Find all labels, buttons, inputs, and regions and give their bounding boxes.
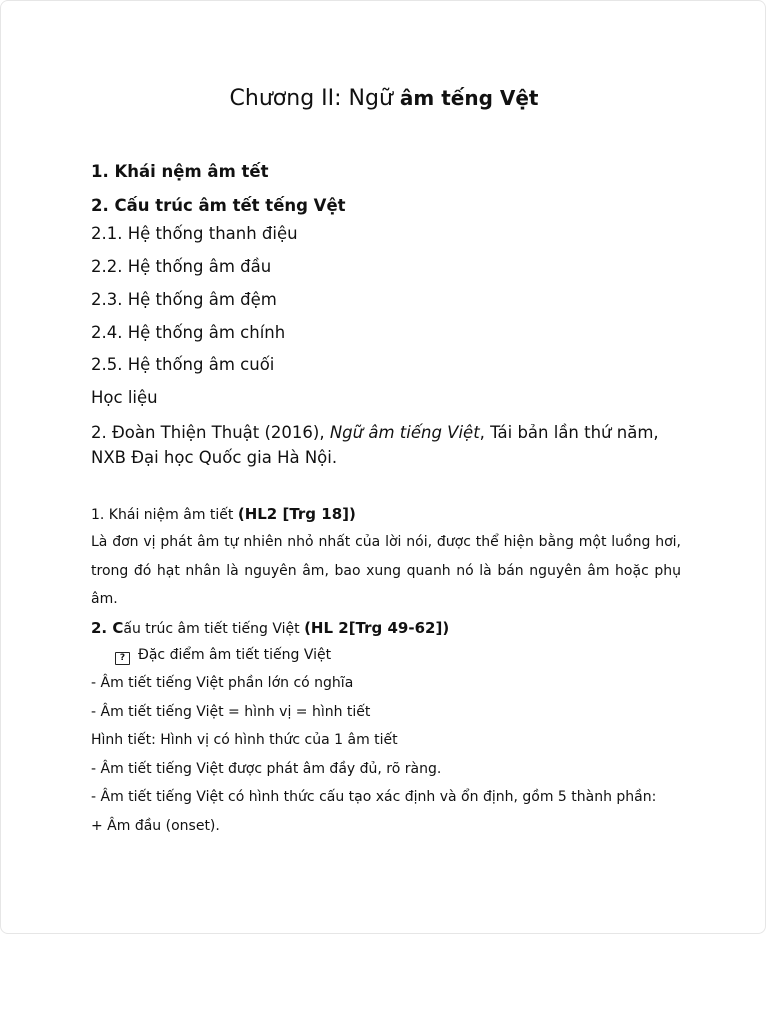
reference-suffix: , Tái bản lần thứ năm, [479, 423, 659, 442]
toc-item: 2.4. Hệ thống âm chính [91, 323, 286, 342]
reference-publisher: NXB Đại học Quốc gia Hà Nội. [91, 448, 338, 467]
section2-line: - Âm tiết tiếng Việt phần lớn có nghĩa [91, 675, 354, 691]
toc-item: 2.1. Hệ thống thanh điệu [91, 224, 298, 243]
section2-line: + Âm đầu (onset). [91, 818, 220, 834]
reference-title: Ngữ âm tiếng Việt [329, 423, 480, 442]
section2-bullet-text: Đặc điểm âm tiết tiếng Việt [138, 647, 332, 663]
section2-line: - Âm tiết tiếng Việt có hình thức cấu tạo xác định và ổn định, gồm 5 thành phần: [91, 789, 657, 805]
section2-line: Hình tiết: Hình vị có hình thức của 1 âm tiết [91, 732, 398, 748]
section2-line: - Âm tiết tiếng Việt = hình vị = hình tiết [91, 704, 371, 720]
page-title [0, 86, 768, 111]
toc-item: 2.5. Hệ thống âm cuối [91, 355, 275, 374]
section1-heading [91, 505, 356, 523]
section1-heading-text: 1. Khái niệm âm tiết [91, 507, 238, 523]
section2-heading-ref: (HL 2[Trg 49-62]) [304, 619, 450, 637]
missing-glyph-icon: ? [115, 652, 130, 665]
materials-label: Học liệu [91, 388, 158, 407]
section1-paragraph: Là đơn vị phát âm tự nhiên nhỏ nhất của lời nói, được thể hiện bằng một luồng hơi, trong đó hạt nhân là nguyên âm, bao xung quanh nó là bán nguyên âm hoặc phụ âm. [91, 534, 681, 607]
toc-item: 2.3. Hệ thống âm đệm [91, 290, 277, 309]
section2-heading [91, 619, 449, 637]
page-title-bold: âm tếng Vệt [399, 86, 539, 110]
section2-heading-num: 2. C [91, 619, 124, 637]
section2-bullet [115, 647, 331, 665]
page-title-main: Chương II: Ngữ [229, 86, 393, 111]
toc-heading-2: 2. Cấu trúc âm tết tếng Vệt [91, 196, 346, 215]
toc-heading-1: 1. Khái nệm âm tết [91, 162, 269, 181]
toc-item: 2.2. Hệ thống âm đầu [91, 257, 272, 276]
section2-heading-text: ấu trúc âm tiết tiếng Việt [123, 621, 305, 637]
section2-line: - Âm tiết tiếng Việt được phát âm đầy đủ, rõ ràng. [91, 761, 442, 777]
reference-prefix: 2. Đoàn Thiện Thuật (2016), [91, 423, 330, 442]
section1-heading-ref: (HL2 [Trg 18]) [237, 505, 356, 523]
reference-entry [91, 420, 691, 470]
